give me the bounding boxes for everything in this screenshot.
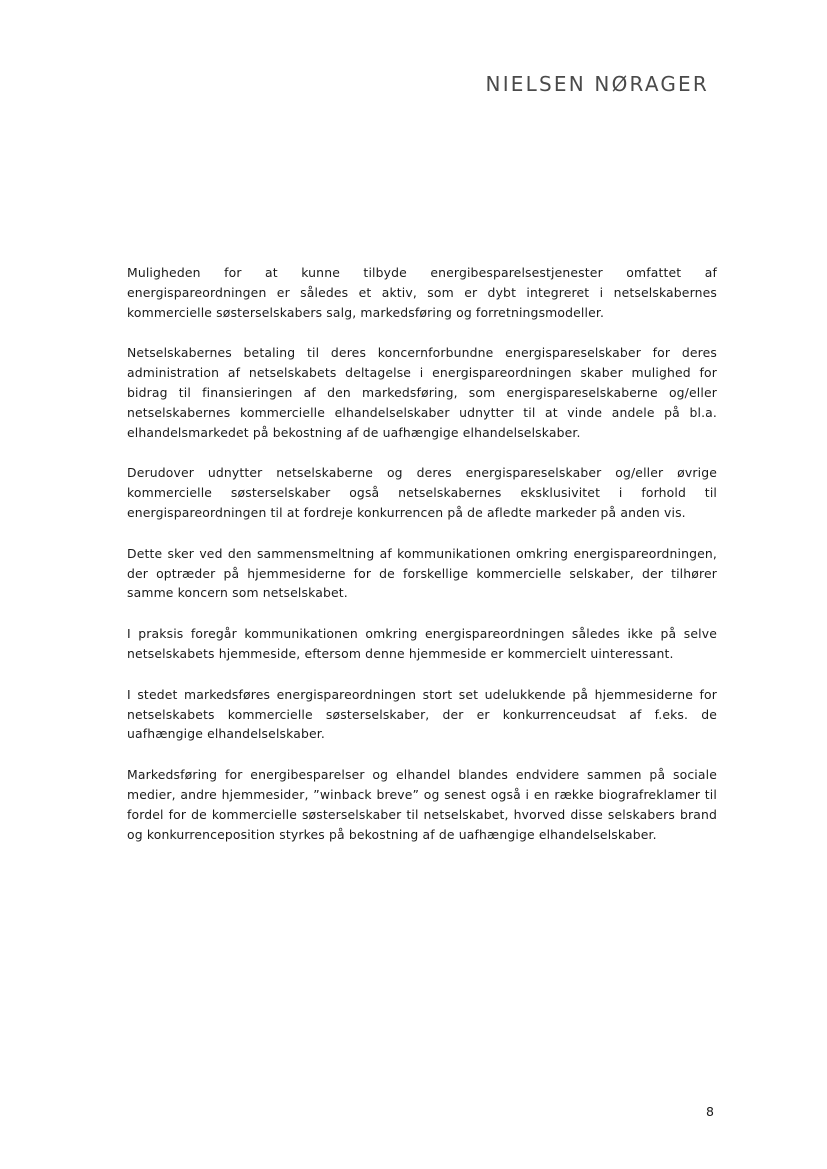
document-body — [127, 263, 717, 865]
paragraph-4: Dette sker ved den sammensmeltning af kommunikationen omkring energispareordningen, der optræder på hjemmesiderne for de forskellige kommercielle selskaber, der tilhører samme koncern som netselskabet. — [127, 545, 717, 601]
company-logo: NIELSEN NØRAGER — [485, 72, 709, 96]
paragraph-6: I stedet markedsføres energispareordningen stort set udelukkende på hjemmesiderne for netselskabets kommercielle søsterselskaber, der er konkurrenceudsat af f.eks. de uafhængige elhandelselskaber. — [127, 686, 717, 742]
paragraph-2: Netselskabernes betaling til deres koncernforbundne energispareselskaber for deres administration af netselskabets deltagelse i energispareordningen skaber mulighed for bidrag til finansieringen af den markedsføring, som energispareselskaberne og/eller netselskabernes kommercielle elhandelselskaber udnytter til at vinde andele på bl.a. elhandelsmarkedet på bekostning af de uafhængige elhandelselskaber. — [127, 345, 717, 440]
paragraph-1: Muligheden for at kunne tilbyde energibesparelsestjenester omfattet af energispareordningen er således et aktiv, som er dybt integreret i netselskabernes kommercielle søsterselskabers salg, markedsføring og forretningsmodeller. — [127, 265, 717, 320]
paragraph-5: I praksis foregår kommunikationen omkring energispareordningen således ikke på selve netselskabets hjemmeside, eftersom denne hjemmeside er kommercielt uinteressant. — [127, 626, 717, 661]
page-number: 8 — [706, 1104, 714, 1119]
paragraph-3: Derudover udnytter netselskaberne og deres energispareselskaber og/eller øvrige kommercielle søsterselskaber også netselskabernes eksklusivitet i forhold til energispareordningen til at fordreje konkurrencen på de afledte markeder på anden vis. — [127, 465, 717, 520]
paragraph-7: Markedsføring for energibesparelser og elhandel blandes endvidere sammen på sociale medier, andre hjemmesider, ”winback breve” og senest også i en række biografreklamer til fordel for de kommercielle søsterselskaber til netselskabet, hvorved disse selskabers brand og konkurrenceposition styrkes på bekostning af de uafhængige elhandelselskaber. — [127, 767, 717, 842]
